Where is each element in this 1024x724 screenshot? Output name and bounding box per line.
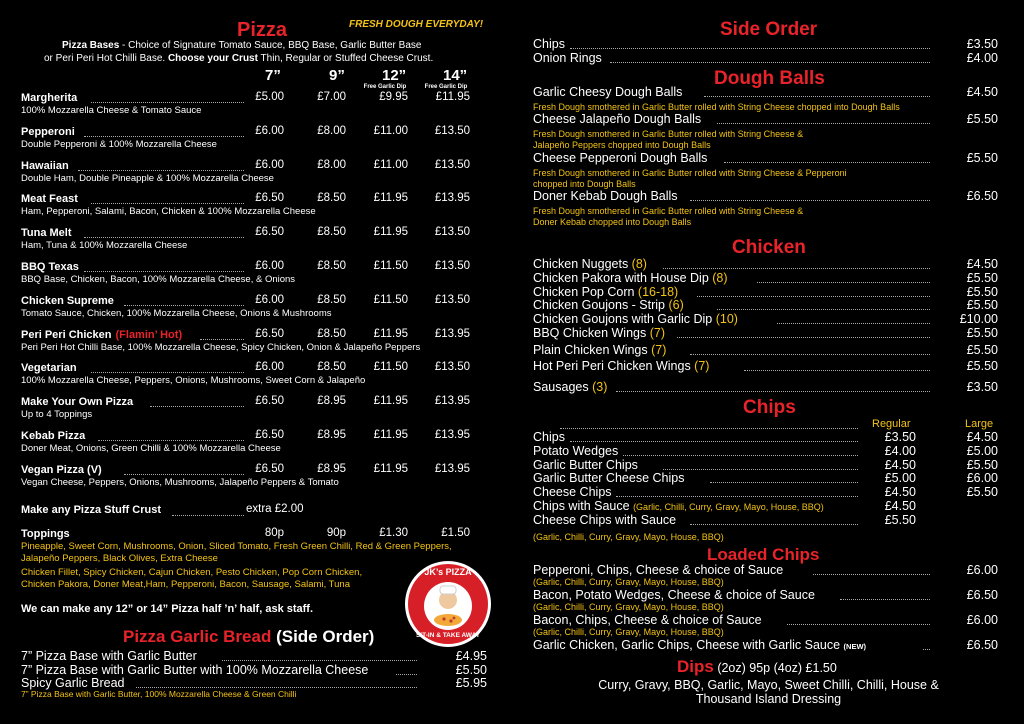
garlic-bread-title xyxy=(123,627,374,647)
dough-ball-item: Garlic Cheesy Dough Balls xyxy=(533,85,683,99)
dough-ball-description: Fresh Dough smothered in Garlic Butter rolled with String Cheese & Pepperoni xyxy=(533,168,847,178)
pizza-leader xyxy=(98,440,244,441)
pizza-price: £11.95 xyxy=(435,91,470,103)
dough-ball-description: Fresh Dough smothered in Garlic Butter rolled with String Cheese chopped into Dough Balls xyxy=(533,102,900,112)
dough-ball-item-price: £4.50 xyxy=(966,85,998,99)
toppings-price-12: £1.30 xyxy=(379,527,408,539)
pizza-name-text: Vegan Pizza (V) xyxy=(21,463,102,476)
chicken-item-qty: (7) xyxy=(694,359,710,373)
chicken-item xyxy=(533,285,678,299)
dough-ball-item: Cheese Pepperoni Dough Balls xyxy=(533,151,708,165)
jks-pizza-logo xyxy=(404,560,492,648)
chips-item-leader xyxy=(663,469,858,470)
chicken-item-price: £5.50 xyxy=(966,359,998,373)
pizza-description: Vegan Cheese, Peppers, Onions, Mushrooms, Jalapeño Peppers & Tomato xyxy=(21,476,339,488)
dough-ball-item-leader xyxy=(690,200,930,201)
loaded-chips-leader xyxy=(787,624,930,625)
chicken-item xyxy=(533,359,709,373)
chips-item-name: Potato Wedges xyxy=(533,443,619,458)
chicken-item-name: Chicken Goujons with Garlic Dip xyxy=(533,312,716,326)
chips-regular-price: £4.50 xyxy=(884,485,916,500)
pizza-name-text: Vegetarian xyxy=(21,362,77,375)
pizza-bases-text2: or Peri Peri Hot Chilli Base. xyxy=(44,53,168,64)
chips-title: Chips xyxy=(743,397,796,418)
chips-item-leader xyxy=(623,455,858,456)
chicken-item xyxy=(533,343,666,357)
loaded-chips-sauce: (Garlic, Chilli, Curry, Gravy, Mayo, House, BBQ) xyxy=(533,602,724,612)
pizza-name-text: Pepperoni xyxy=(21,125,75,138)
pizza-description: Ham, Tuna & 100% Mozzarella Cheese xyxy=(21,240,188,252)
pizza-description: Double Pepperoni & 100% Mozzarella Cheese xyxy=(21,138,217,150)
pizza-leader xyxy=(84,237,244,238)
chicken-item-price: £10.00 xyxy=(959,312,998,326)
logo-top-text: JK’s PIZZA xyxy=(424,567,472,577)
toppings-price-9: 90p xyxy=(326,527,346,539)
pizza-leader xyxy=(84,271,244,272)
chicken-item xyxy=(533,326,665,340)
pizza-price: £13.95 xyxy=(434,395,470,408)
pizza-price: £8.95 xyxy=(317,462,346,475)
chips-large-price: £5.50 xyxy=(966,485,998,500)
pizza-name xyxy=(21,126,75,138)
chicken-item xyxy=(533,271,728,285)
pizza-description: Doner Meat, Onions, Green Chilli & 100% Mozzarella Cheese xyxy=(21,443,281,454)
chicken-title: Chicken xyxy=(732,237,806,258)
pizza-price: £6.00 xyxy=(255,124,284,137)
size-header-7: 7” xyxy=(265,67,281,84)
dough-ball-item-leader xyxy=(724,162,930,163)
chicken-item-price: £5.50 xyxy=(966,326,998,340)
chips-item xyxy=(533,458,638,472)
pizza-name xyxy=(21,295,114,307)
pizza-price: £6.50 xyxy=(255,395,284,408)
pizza-description: Tomato Sauce, Chicken, 100% Mozzarella Cheese, Onions & Mushrooms xyxy=(21,307,332,319)
chips-large-price: £5.50 xyxy=(966,457,998,472)
pizza-price: £8.50 xyxy=(317,361,346,374)
pizza-leader xyxy=(200,339,244,340)
pizza-description: Double Ham, Double Pineapple & 100% Mozzarella Cheese xyxy=(21,172,274,184)
pizza-price: £6.50 xyxy=(255,327,284,340)
dough-ball-item-price: £5.50 xyxy=(966,151,998,165)
pizza-price: £6.00 xyxy=(255,260,284,272)
pizza-price: £6.50 xyxy=(255,462,284,475)
chicken-item-name: Sausages xyxy=(533,380,593,394)
pizza-price: £11.95 xyxy=(373,192,408,205)
chicken-item-price: £5.50 xyxy=(966,343,998,357)
pizza-description: 100% Mozzarella Cheese, Peppers, Onions, Mushrooms, Sweet Corn & Jalapeño xyxy=(21,375,366,387)
chicken-item-price: £5.50 xyxy=(966,298,998,312)
pizza-price: £8.95 xyxy=(317,395,346,408)
chicken-item-qty: (7) xyxy=(649,326,665,340)
loaded-chips-leader xyxy=(840,599,930,600)
pizza-price: £11.95 xyxy=(373,226,408,239)
dough-ball-description: Doner Kebab chopped into Dough Balls xyxy=(533,217,692,227)
garlic-bread-note: 7” Pizza Base with Garlic Butter, 100% Mozzarella Cheese & Green Chilli xyxy=(21,689,297,699)
stuff-crust-leader xyxy=(172,515,244,516)
pizza-price: £13.50 xyxy=(434,124,470,137)
crust-options: Thin, Regular or Stuffed Cheese Crust. xyxy=(257,53,434,64)
loaded-chips-item xyxy=(533,613,762,627)
chips-item-leader xyxy=(690,524,858,525)
dough-ball-description: chopped into Dough Balls xyxy=(533,179,636,189)
chips-item xyxy=(533,444,618,458)
garlic-bread-leader xyxy=(396,674,417,675)
dough-balls-title: Dough Balls xyxy=(714,68,825,89)
toppings-price-7: 80p xyxy=(264,527,284,539)
chips-large-price: £4.50 xyxy=(966,430,998,444)
dough-ball-item-price: £5.50 xyxy=(966,112,998,126)
pizza-name xyxy=(21,227,72,239)
chicken-item xyxy=(533,298,684,312)
chips-regular-price: £5.00 xyxy=(884,471,916,486)
dough-ball-item: Doner Kebab Dough Balls xyxy=(533,189,678,203)
garlic-bread-item: 7” Pizza Base with Garlic Butter with 100% Mozzarella Cheese xyxy=(21,662,369,677)
chicken-item-leader xyxy=(677,337,930,338)
loaded-chips-name: Bacon, Potato Wedges, Cheese & choice of Sauce xyxy=(533,588,815,602)
pizza-name-text: Peri Peri Chicken xyxy=(21,328,112,341)
free-garlic-dip-14: Free Garlic Dip xyxy=(424,84,468,90)
pizza-price: £13.50 xyxy=(434,361,470,374)
chips-item-name: Cheese Chips xyxy=(533,485,612,500)
pizza-flag: (Flamin’ Hot) xyxy=(115,328,183,341)
side-order-item-leader xyxy=(570,48,931,49)
pizza-price: £6.50 xyxy=(255,226,284,239)
pizza-name xyxy=(21,362,77,374)
pizza-bases-line1 xyxy=(62,40,421,51)
loaded-chips-leader xyxy=(813,574,930,575)
chicken-item-leader xyxy=(757,282,930,283)
pizza-bases-text: - Choice of Signature Tomato Sauce, BBQ Base, Garlic Butter Base xyxy=(119,40,422,51)
loaded-chips-title: Loaded Chips xyxy=(707,545,820,564)
dips-list-line2: Thousand Island Dressing xyxy=(695,692,842,706)
pizza-price: £11.00 xyxy=(373,124,408,137)
chicken-item-name: Chicken Goujons - Strip xyxy=(533,298,669,312)
pizza-price: £13.50 xyxy=(434,158,470,171)
fresh-dough-tagline: FRESH DOUGH EVERYDAY! xyxy=(349,19,484,30)
pizza-description: Up to 4 Toppings xyxy=(21,409,93,421)
new-badge: (NEW) xyxy=(843,642,867,651)
pizza-name xyxy=(21,193,78,205)
chicken-item xyxy=(533,312,738,326)
dough-ball-description: Fresh Dough smothered in Garlic Butter rolled with String Cheese & xyxy=(533,129,804,139)
pizza-name-text: BBQ Texas xyxy=(21,261,79,273)
loaded-chips-name: Pepperoni, Chips, Cheese & choice of Sauce xyxy=(533,563,784,577)
pizza-name xyxy=(21,160,69,172)
pizza-name-text: Chicken Supreme xyxy=(21,294,114,307)
garlic-bread-item: 7” Pizza Base with Garlic Butter xyxy=(21,649,197,663)
dough-ball-item: Cheese Jalapeño Dough Balls xyxy=(533,112,702,126)
chicken-item-qty: (10) xyxy=(715,312,738,326)
pizza-bases-label: Pizza Bases xyxy=(62,40,120,51)
chicken-item-leader xyxy=(697,296,930,297)
pizza-price: £8.50 xyxy=(317,226,346,239)
dips-list-line1: Curry, Gravy, BBQ, Garlic, Mayo, Sweet Chilli, Chilli, House & xyxy=(598,678,939,692)
chicken-item-price: £3.50 xyxy=(966,380,998,394)
garlic-bread-leader xyxy=(136,687,417,688)
chicken-item-qty: (7) xyxy=(651,343,667,357)
pizza-price: £13.95 xyxy=(434,192,470,205)
chicken-item-qty: (8) xyxy=(712,271,728,285)
chips-regular-price: £4.50 xyxy=(884,457,916,472)
pizza-price: £6.00 xyxy=(255,293,284,306)
chips-item-name: Chips with Sauce xyxy=(533,499,634,513)
chips-regular-price: £3.50 xyxy=(884,430,916,444)
pizza-name xyxy=(21,92,77,104)
free-garlic-dip-12: Free Garlic Dip xyxy=(363,84,407,90)
chips-item xyxy=(533,430,565,444)
pizza-price: £8.50 xyxy=(317,192,346,205)
pizza-price: £11.50 xyxy=(373,293,408,306)
pizza-price: £8.50 xyxy=(317,293,346,306)
pizza-leader xyxy=(78,170,244,171)
pizza-name-text: Kebab Pizza xyxy=(21,430,86,442)
pizza-leader xyxy=(150,406,244,407)
pizza-name-text: Tuna Melt xyxy=(21,227,72,240)
pizza-name xyxy=(21,396,133,408)
chips-item-leader xyxy=(570,441,859,442)
toppings-meat-line1: Chicken Fillet, Spicy Chicken, Cajun Chicken, Pesto Chicken, Pop Corn Chicken, xyxy=(21,567,363,578)
chicken-item-leader xyxy=(777,323,930,324)
pizza-description: BBQ Base, Chicken, Bacon, 100% Mozzarella Cheese, & Onions xyxy=(21,274,296,285)
pizza-price: £9.95 xyxy=(379,91,408,103)
loaded-chips-price: £6.50 xyxy=(966,588,998,602)
chips-item-leader xyxy=(616,496,858,497)
loaded-chips-name: Bacon, Chips, Cheese & choice of Sauce xyxy=(533,613,762,627)
chicken-item-qty: (6) xyxy=(668,298,684,312)
stuff-crust-price: extra £2.00 xyxy=(246,503,304,515)
pizza-price: £11.95 xyxy=(373,429,408,441)
chips-item-name: Garlic Butter Cheese Chips xyxy=(533,471,685,486)
pizza-price: £11.00 xyxy=(373,158,408,171)
dough-ball-description: Fresh Dough smothered in Garlic Butter rolled with String Cheese & xyxy=(533,206,804,216)
pizza-name-text: Make Your Own Pizza xyxy=(21,396,134,409)
loaded-chips-item xyxy=(533,563,783,577)
choose-crust-label: Choose your Crust xyxy=(167,53,258,64)
chips-large-price: £6.00 xyxy=(966,471,998,486)
garlic-bread-price: £5.50 xyxy=(455,662,487,677)
toppings-veg-line1: Pineapple, Sweet Corn, Mushrooms, Onion, Sliced Tomato, Fresh Green Chilli, Red & Green Peppers, xyxy=(21,541,452,552)
toppings-veg-line2: Jalapeño Peppers, Black Olives, Extra Cheese xyxy=(21,553,218,564)
garlic-bread-title-side: (Side Order) xyxy=(271,627,375,646)
pizza-leader xyxy=(91,372,244,373)
loaded-chips-price: £6.50 xyxy=(966,638,998,652)
pizza-price: £6.00 xyxy=(255,361,284,374)
pizza-price: £8.50 xyxy=(317,260,346,272)
chips-regular-price: £4.00 xyxy=(884,443,916,458)
dough-ball-item-leader xyxy=(704,96,931,97)
pizza-name-text: Margherita xyxy=(21,92,78,104)
side-order-title: Side Order xyxy=(720,19,818,40)
chips-item-name: Cheese Chips with Sauce xyxy=(533,512,677,527)
pizza-name xyxy=(21,464,102,476)
pizza-price: £5.00 xyxy=(255,91,284,103)
chips-large-price: £5.00 xyxy=(966,443,998,458)
pizza-description: Peri Peri Hot Chilli Base, 100% Mozzarella Cheese, Spicy Chicken, Onion & Jalapeño Peppers xyxy=(21,341,421,353)
chicken-item-name: Chicken Nuggets xyxy=(533,257,632,271)
dips-price: (2oz) 95p (4oz) £1.50 xyxy=(713,661,837,675)
pizza-name xyxy=(21,329,182,341)
chips-item xyxy=(533,471,684,485)
dips-line xyxy=(677,657,837,677)
pizza-price: £11.95 xyxy=(373,462,408,475)
chips-regular-price: £5.50 xyxy=(884,512,916,527)
pizza-name xyxy=(21,261,79,273)
chips-item xyxy=(533,499,824,513)
loaded-chips-leader xyxy=(923,649,930,650)
pizza-name xyxy=(21,430,85,442)
chicken-item-leader xyxy=(690,354,930,355)
pizza-name-text: Hawaiian xyxy=(21,159,69,172)
dough-ball-item-leader xyxy=(717,123,930,124)
side-order-item-price: £4.00 xyxy=(966,51,998,65)
pizza-price: £6.00 xyxy=(255,158,284,171)
chips-regular-header: Regular xyxy=(872,418,911,430)
loaded-chips-sauce: (Garlic, Chilli, Curry, Gravy, Mayo, House, BBQ) xyxy=(533,627,724,637)
garlic-bread-item: Spicy Garlic Bread xyxy=(21,676,125,690)
pizza-price: £8.95 xyxy=(317,429,346,441)
chicken-item xyxy=(533,380,607,394)
side-order-item: Chips xyxy=(533,37,565,51)
pizza-bases-line2 xyxy=(44,53,433,64)
chicken-item-price: £4.50 xyxy=(966,257,998,271)
chicken-item-name: Hot Peri Peri Chicken Wings xyxy=(533,359,695,373)
pizza-price: £13.95 xyxy=(434,429,470,441)
size-header-12: 12” xyxy=(382,67,407,84)
pizza-price: £6.50 xyxy=(255,429,284,441)
chicken-item-leader xyxy=(717,309,930,310)
garlic-bread-title-main: Pizza Garlic Bread xyxy=(123,627,272,646)
chicken-item-qty: (8) xyxy=(631,257,647,271)
chips-item-sauce: (Garlic, Chilli, Curry, Gravy, Mayo, House, BBQ) xyxy=(633,502,824,512)
garlic-bread-price: £5.95 xyxy=(455,676,487,690)
pizza-price: £8.50 xyxy=(317,327,346,340)
chips-item xyxy=(533,513,676,527)
toppings-price-14: £1.50 xyxy=(441,527,470,539)
chicken-item-leader xyxy=(616,391,930,392)
half-n-half-note: We can make any 12” or 14” Pizza half ’n’ half, ask staff. xyxy=(21,603,314,615)
side-order-item: Onion Rings xyxy=(533,51,602,65)
chips-item-name: Garlic Butter Chips xyxy=(533,457,638,472)
pizza-price: £8.00 xyxy=(317,158,346,171)
chips-sauce-note: (Garlic, Chilli, Curry, Gravy, Mayo, House, BBQ) xyxy=(533,532,724,542)
chicken-item-name: Chicken Pop Corn xyxy=(533,285,638,299)
pizza-leader xyxy=(91,203,244,204)
chips-large-header: Large xyxy=(965,418,994,430)
pizza-price: £11.95 xyxy=(373,395,408,408)
pizza-price: £8.00 xyxy=(317,124,346,137)
chips-item xyxy=(533,485,612,499)
chicken-item-name: BBQ Chicken Wings xyxy=(533,326,650,340)
pizza-name-text: Meat Feast xyxy=(21,193,78,206)
pizza-description: 100% Mozzarella Cheese & Tomato Sauce xyxy=(21,105,202,116)
pizza-price: £7.00 xyxy=(317,91,346,103)
chips-regular-price: £4.50 xyxy=(884,499,916,513)
pizza-price: £13.95 xyxy=(434,462,470,475)
pizza-price: £13.50 xyxy=(434,293,470,306)
dips-title: Dips xyxy=(677,657,714,676)
garlic-bread-price: £4.95 xyxy=(455,649,487,663)
chicken-item-name: Plain Chicken Wings xyxy=(533,343,652,357)
dough-ball-description: Jalapeño Peppers chopped into Dough Balls xyxy=(533,140,711,150)
chicken-item-price: £5.50 xyxy=(966,271,998,285)
loaded-chips-price: £6.00 xyxy=(966,613,998,627)
pizza-price: £13.95 xyxy=(434,327,470,340)
chicken-item-qty: (16-18) xyxy=(637,285,679,299)
pizza-price: £6.50 xyxy=(255,192,284,205)
chicken-item-leader xyxy=(663,268,930,269)
side-order-item-price: £3.50 xyxy=(966,37,998,51)
stuff-crust-label: Make any Pizza Stuff Crust xyxy=(21,504,161,516)
loaded-chips-name: Garlic Chicken, Garlic Chips, Cheese with Garlic Sauce xyxy=(533,638,844,652)
chips-header-leader xyxy=(560,428,858,429)
pizza-price: £11.50 xyxy=(373,260,408,272)
size-header-9: 9” xyxy=(329,67,345,84)
pizza-price: £11.50 xyxy=(373,361,408,374)
chicken-item-price: £5.50 xyxy=(966,285,998,299)
loaded-chips-price: £6.00 xyxy=(966,563,998,577)
side-order-item-leader xyxy=(610,62,930,63)
loaded-chips-item xyxy=(533,638,866,652)
chips-item-leader xyxy=(710,482,858,483)
toppings-label: Toppings xyxy=(21,528,70,540)
loaded-chips-item xyxy=(533,588,815,602)
chicken-item xyxy=(533,257,647,271)
dough-ball-item-price: £6.50 xyxy=(966,189,998,203)
chips-item-name: Chips xyxy=(533,430,565,444)
pizza-leader xyxy=(91,102,244,103)
loaded-chips-sauce: (Garlic, Chilli, Curry, Gravy, Mayo, House, BBQ) xyxy=(533,577,724,587)
chicken-item-name: Chicken Pakora with House Dip xyxy=(533,271,713,285)
logo-bottom-text: SIT-IN & TAKE AWAY xyxy=(415,632,481,639)
pizza-description: Ham, Pepperoni, Salami, Bacon, Chicken & 100% Mozzarella Cheese xyxy=(21,206,316,218)
pizza-leader xyxy=(124,474,244,475)
toppings-meat-line2: Chicken Pakora, Doner Meat,Ham, Pepperoni, Bacon, Sausage, Salami, Tuna xyxy=(21,579,350,590)
pizza-title: Pizza xyxy=(237,19,288,41)
size-header-14: 14” xyxy=(443,67,468,84)
garlic-bread-leader xyxy=(222,660,417,661)
chicken-item-leader xyxy=(744,370,930,371)
pizza-leader xyxy=(124,305,244,306)
pizza-price: £13.50 xyxy=(434,226,470,239)
pizza-price: £13.50 xyxy=(434,260,470,272)
pizza-leader xyxy=(84,136,244,137)
pizza-price: £11.95 xyxy=(373,327,408,340)
chicken-item-qty: (3) xyxy=(592,380,608,394)
